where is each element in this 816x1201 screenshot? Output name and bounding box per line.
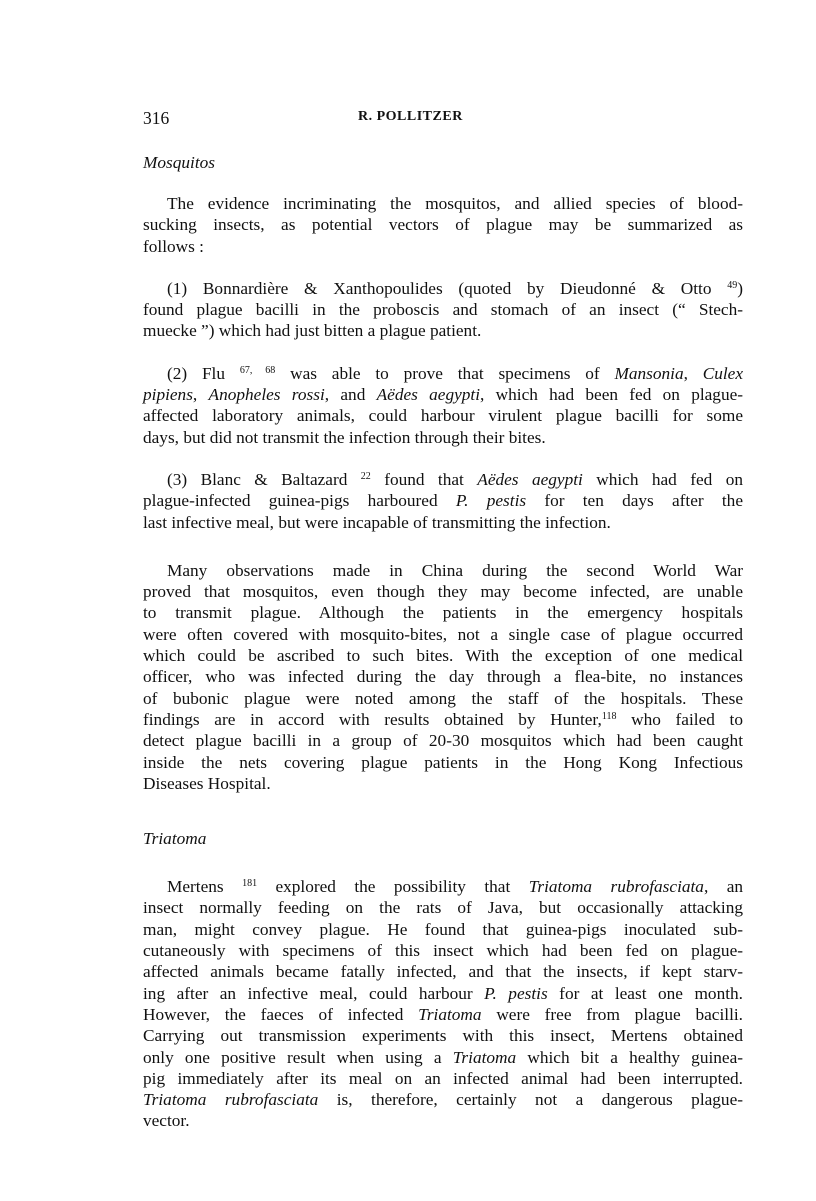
- running-title: R. POLLITZER: [358, 109, 463, 124]
- text-line: [143, 193, 743, 214]
- paragraph: [143, 363, 743, 448]
- text-run: explored the possibility that: [257, 877, 529, 897]
- text-run: was able to prove that specimens of: [275, 363, 615, 383]
- text-run: Diseases Hospital.: [143, 773, 271, 793]
- italic-text: P. pestis: [484, 983, 548, 1003]
- reference-superscript: 118: [601, 710, 617, 722]
- text-line: [143, 299, 743, 320]
- text-run: ,: [192, 385, 209, 405]
- text-line: [143, 469, 743, 490]
- section-heading: Mosquitos: [143, 153, 216, 172]
- page-number: 316: [143, 108, 170, 128]
- text-line: [143, 897, 743, 918]
- text-run: insect normally feeding on the rats of Java, but occasionally attacking: [143, 898, 743, 918]
- paragraph: [143, 278, 743, 342]
- paragraph: [143, 193, 743, 257]
- text-line: [143, 1025, 743, 1046]
- text-line: [143, 1089, 743, 1110]
- text-run: proved that mosquitos, even though they may become infected, are unable: [143, 582, 743, 602]
- reference-superscript: 49: [727, 279, 738, 291]
- text-line: [143, 427, 743, 448]
- text-run: ,: [683, 363, 703, 383]
- text-run: which bit a healthy guinea-: [516, 1047, 743, 1067]
- text-line: [143, 1004, 743, 1025]
- italic-text: Triatoma: [452, 1047, 517, 1067]
- text-line: [143, 730, 743, 751]
- text-run: (1) Bonnardière & Xanthopoulides (quoted by Dieudonné & Otto: [167, 278, 728, 298]
- text-line: [143, 961, 743, 982]
- text-line: [143, 1068, 743, 1089]
- text-run: , an: [703, 877, 744, 897]
- reference-superscript: 181: [242, 878, 258, 890]
- text-line: [143, 688, 743, 709]
- text-run: is, therefore, certainly not a dangerous plague-: [318, 1090, 743, 1110]
- text-line: [143, 363, 743, 384]
- text-run: follows :: [143, 236, 204, 256]
- text-run: sucking insects, as potential vectors of plague may be summarized as: [143, 215, 743, 235]
- italic-text: P. pestis: [455, 491, 527, 511]
- text-run: man, might convey plague. He found that guinea-pigs inoculated sub-: [143, 919, 743, 939]
- reference-superscript: 67, 68: [239, 364, 276, 376]
- text-line: [143, 560, 743, 581]
- text-run: muecke ”) which had just bitten a plague patient.: [143, 321, 482, 341]
- text-run: only one positive result when using a: [143, 1047, 453, 1067]
- text-run: ing after an infective meal, could harbour: [143, 983, 485, 1003]
- text-run: affected laboratory animals, could harbour virulent plague bacilli for some: [143, 406, 743, 426]
- text-line: [143, 278, 743, 299]
- text-line: [143, 709, 743, 730]
- text-run: for at least one month.: [547, 983, 743, 1003]
- text-run: Carrying out transmission experiments with this insect, Mertens obtained: [143, 1026, 743, 1046]
- text-line: [143, 602, 743, 623]
- text-run: (2) Flu: [167, 363, 240, 383]
- text-run: Many observations made in China during the second World War: [167, 560, 743, 580]
- text-run: who failed to: [616, 709, 743, 729]
- text-run: found plague bacilli in the proboscis and stomach of an insect (“ Stech-: [143, 300, 743, 320]
- text-run: findings are in accord with results obtained by Hunter,: [143, 709, 602, 729]
- text-run: officer, who was infected during the day through a flea-bite, no instances: [143, 667, 743, 687]
- italic-text: pipiens: [143, 385, 193, 405]
- italic-text: Anopheles rossi: [208, 385, 325, 405]
- text-line: [143, 214, 743, 235]
- text-run: were often covered with mosquito-bites, not a single case of plague occurred: [143, 624, 743, 644]
- text-run: cutaneously with specimens of this insect which had been fed on plague-: [143, 941, 743, 961]
- text-line: [143, 919, 743, 940]
- text-run: ): [737, 278, 743, 298]
- text-line: [143, 752, 743, 773]
- text-run: The evidence incriminating the mosquitos, and allied species of blood-: [167, 194, 743, 213]
- italic-text: Aëdes aegypti: [376, 385, 481, 405]
- text-run: plague-infected guinea-pigs harboured: [143, 491, 456, 511]
- paragraph: [143, 876, 743, 1132]
- page-header: [143, 108, 743, 130]
- text-line: [143, 645, 743, 666]
- text-run: , and: [324, 385, 377, 405]
- italic-text: Mansonia: [614, 363, 684, 383]
- text-line: [143, 405, 743, 426]
- text-run: pig immediately after its meal on an infected animal had been interrupted.: [143, 1068, 743, 1088]
- text-run: which could be ascribed to such bites. With the exception of one medical: [143, 646, 743, 666]
- text-line: [143, 236, 743, 257]
- text-line: [143, 512, 743, 533]
- text-line: [143, 1047, 743, 1068]
- paragraph: [143, 469, 743, 533]
- text-line: [143, 666, 743, 687]
- italic-text: Triatoma rubrofasciata: [143, 1090, 319, 1110]
- text-run: were free from plague bacilli.: [481, 1004, 743, 1024]
- text-line: [143, 384, 743, 405]
- text-run: detect plague bacilli in a group of 20-30 mosquitos which had been caught: [143, 731, 743, 751]
- text-run: found that: [370, 469, 478, 489]
- text-run: inside the nets covering plague patients in the Hong Kong Infectious: [143, 752, 743, 772]
- text-line: [143, 490, 743, 511]
- text-run: affected animals became fatally infected, and that the insects, if kept starv-: [143, 962, 743, 982]
- text-line: [143, 320, 743, 341]
- text-run: last infective meal, but were incapable of transmitting the infection.: [143, 512, 611, 532]
- text-line: [143, 876, 743, 897]
- paragraph: [143, 560, 743, 794]
- italic-text: Triatoma: [418, 1004, 482, 1024]
- text-line: [143, 581, 743, 602]
- text-run: (3) Blanc & Baltazard: [167, 469, 361, 489]
- text-line: [143, 983, 743, 1004]
- italic-text: Aëdes aegypti: [477, 469, 583, 489]
- italic-text: Triatoma rubrofasciata: [528, 877, 704, 897]
- text-run: , which had been fed on plague-: [480, 385, 744, 405]
- italic-text: Culex: [702, 363, 744, 383]
- text-line: [143, 624, 743, 645]
- text-line: [143, 1110, 743, 1131]
- text-line: [143, 940, 743, 961]
- body-text: [143, 152, 743, 1132]
- text-run: days, but did not transmit the infection through their bites.: [143, 427, 546, 447]
- text-line: [143, 773, 743, 794]
- text-run: However, the faeces of infected: [143, 1004, 419, 1024]
- text-run: Mertens: [167, 877, 243, 897]
- text-run: of bubonic plague were noted among the staff of the hospitals. These: [143, 688, 743, 708]
- reference-superscript: 22: [360, 470, 371, 482]
- text-run: which had fed on: [582, 469, 744, 489]
- text-run: for ten days after the: [526, 491, 743, 511]
- text-run: to transmit plague. Although the patients in the emergency hospitals: [143, 603, 743, 623]
- section-heading: Triatoma: [143, 829, 207, 849]
- text-run: vector.: [143, 1111, 190, 1131]
